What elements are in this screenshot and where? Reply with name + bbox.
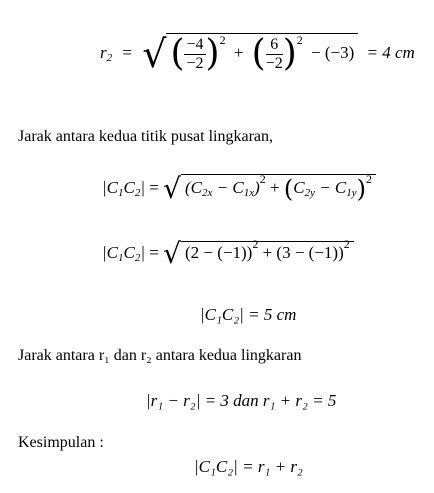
equation-distance-substituted: $|C_1C_2|$ = √ $(2 - (-1))^2 + (3 - (-1))^2$ bbox=[102, 240, 354, 268]
radicand: ( $\frac{-4}{-2}$ )$^2$ + ( $\frac{6}{-2}$ )$^2$ − (−3) bbox=[166, 33, 358, 72]
fraction-1: $\frac{-4}{-2}$ bbox=[186, 35, 204, 72]
c1c2-abs: $|C_1C_2|$ bbox=[102, 177, 146, 199]
equation-distance-result: |C₁C₂| = 5 cm bbox=[200, 305, 297, 324]
radicand: $(C_{2x} - C_{1x})^2 + (C_{2y} - C_{1y})^2$ bbox=[181, 174, 376, 201]
fraction-2: $\frac{6}{-2}$ bbox=[265, 35, 283, 72]
r2-symbol: $r_2$ bbox=[100, 42, 113, 64]
eq1-result: = 4 cm bbox=[366, 42, 415, 62]
equation-radius-values: |r₁ − r₂| = 3 dan r₁ + r₂ = 5 bbox=[146, 391, 337, 410]
text-center-distance: Jarak antara kedua titik pusat lingkaran, bbox=[18, 128, 274, 145]
equals-sign: = bbox=[122, 42, 132, 62]
sqrt-sign: √ bbox=[142, 32, 167, 76]
text-radius-relation: Jarak antara r₁ dan r₂ antara kedua lingkaran bbox=[18, 347, 302, 364]
equation-r2 bbox=[100, 32, 415, 76]
radicand: $(2 - (-1))^2 + (3 - (-1))^2$ bbox=[181, 241, 354, 261]
text-conclusion: Kesimpulan : bbox=[18, 434, 104, 451]
c1c2-abs: $|C_1C_2|$ bbox=[102, 242, 146, 264]
sqrt-sign: √ bbox=[163, 237, 181, 270]
sqrt-sign: √ bbox=[163, 172, 181, 205]
equation-conclusion: |C₁C₂| = r₁ + r₂ bbox=[194, 457, 303, 476]
equation-distance-formula: $|C_1C_2|$ = √ $(C_{2x} - C_{1x})^2 + (C_{2y} - C_{1y})^2$ bbox=[102, 174, 376, 203]
